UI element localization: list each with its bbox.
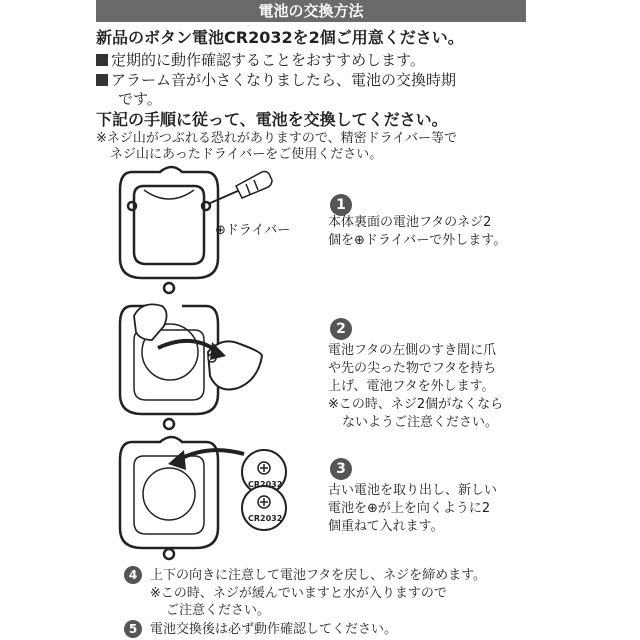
- step1-text: 本体裏面の電池フタのネジ2: [328, 215, 492, 230]
- procedure-note: ※ネジ山がつぶれる恐れがありますので、精密ドライバー等で: [96, 131, 457, 146]
- step2-illustration: [112, 296, 312, 436]
- square-bullet-icon: [96, 74, 108, 86]
- bullet-continuation: です。: [118, 90, 162, 108]
- step-number-3: 3: [330, 458, 352, 480]
- procedure-note: ネジ山にあったドライバーをご使用ください。: [110, 147, 383, 162]
- step3-text: 個重ねて入れます。: [328, 519, 444, 534]
- step-number-4: 4: [124, 566, 142, 584]
- step2-text: 電池フタの左側のすき間に爪: [328, 343, 497, 358]
- step1-text: 個を⊕ドライバーで外します。: [328, 233, 507, 248]
- step2-note: ないようご注意ください。: [342, 415, 499, 430]
- step4-note: ※この時、ネジが緩んでいますと水が入りますので: [150, 586, 447, 601]
- square-bullet-icon: [96, 54, 108, 66]
- step-number-2: 2: [330, 318, 352, 340]
- step3-text: 電池を⊕が上を向くように2: [328, 501, 491, 516]
- step2-text: 上げ、電池フタを外します。: [328, 379, 495, 394]
- procedure-heading: 下記の手順に従って、電池を交換してください。: [96, 110, 448, 129]
- step2-text: や先の尖った物でフタを持ち: [328, 361, 497, 376]
- bullet-item: [96, 51, 425, 70]
- step4-text: 上下の向きに注意して電池フタを戻し、ネジを締めます。: [150, 568, 487, 583]
- step-number-1: 1: [330, 194, 352, 216]
- bullet-text: アラーム音が小さくなりましたら、電池の交換時期: [111, 71, 457, 89]
- screwdriver-label: ⊕ドライバー: [215, 223, 291, 238]
- intro-line: 新品のボタン電池CR2032を2個ご用意ください。: [96, 28, 464, 47]
- bullet-text: 定期的に動作確認することをおすすめします。: [111, 51, 425, 69]
- step4-note: ご注意ください。: [166, 603, 271, 618]
- battery-label: CR2032: [248, 480, 283, 489]
- step3-illustration: [112, 430, 312, 565]
- step-number-5: 5: [124, 620, 142, 638]
- bullet-item: [96, 71, 456, 90]
- step5-text: 電池交換後は必ず動作確認してください。: [150, 622, 398, 637]
- section-header: 電池の交換方法: [96, 0, 526, 22]
- step2-note: ※この時、ネジ2個がなくなら: [328, 397, 504, 412]
- battery-label: CR2032: [248, 514, 283, 523]
- step3-text: 古い電池を取り出し、新しい: [328, 483, 498, 498]
